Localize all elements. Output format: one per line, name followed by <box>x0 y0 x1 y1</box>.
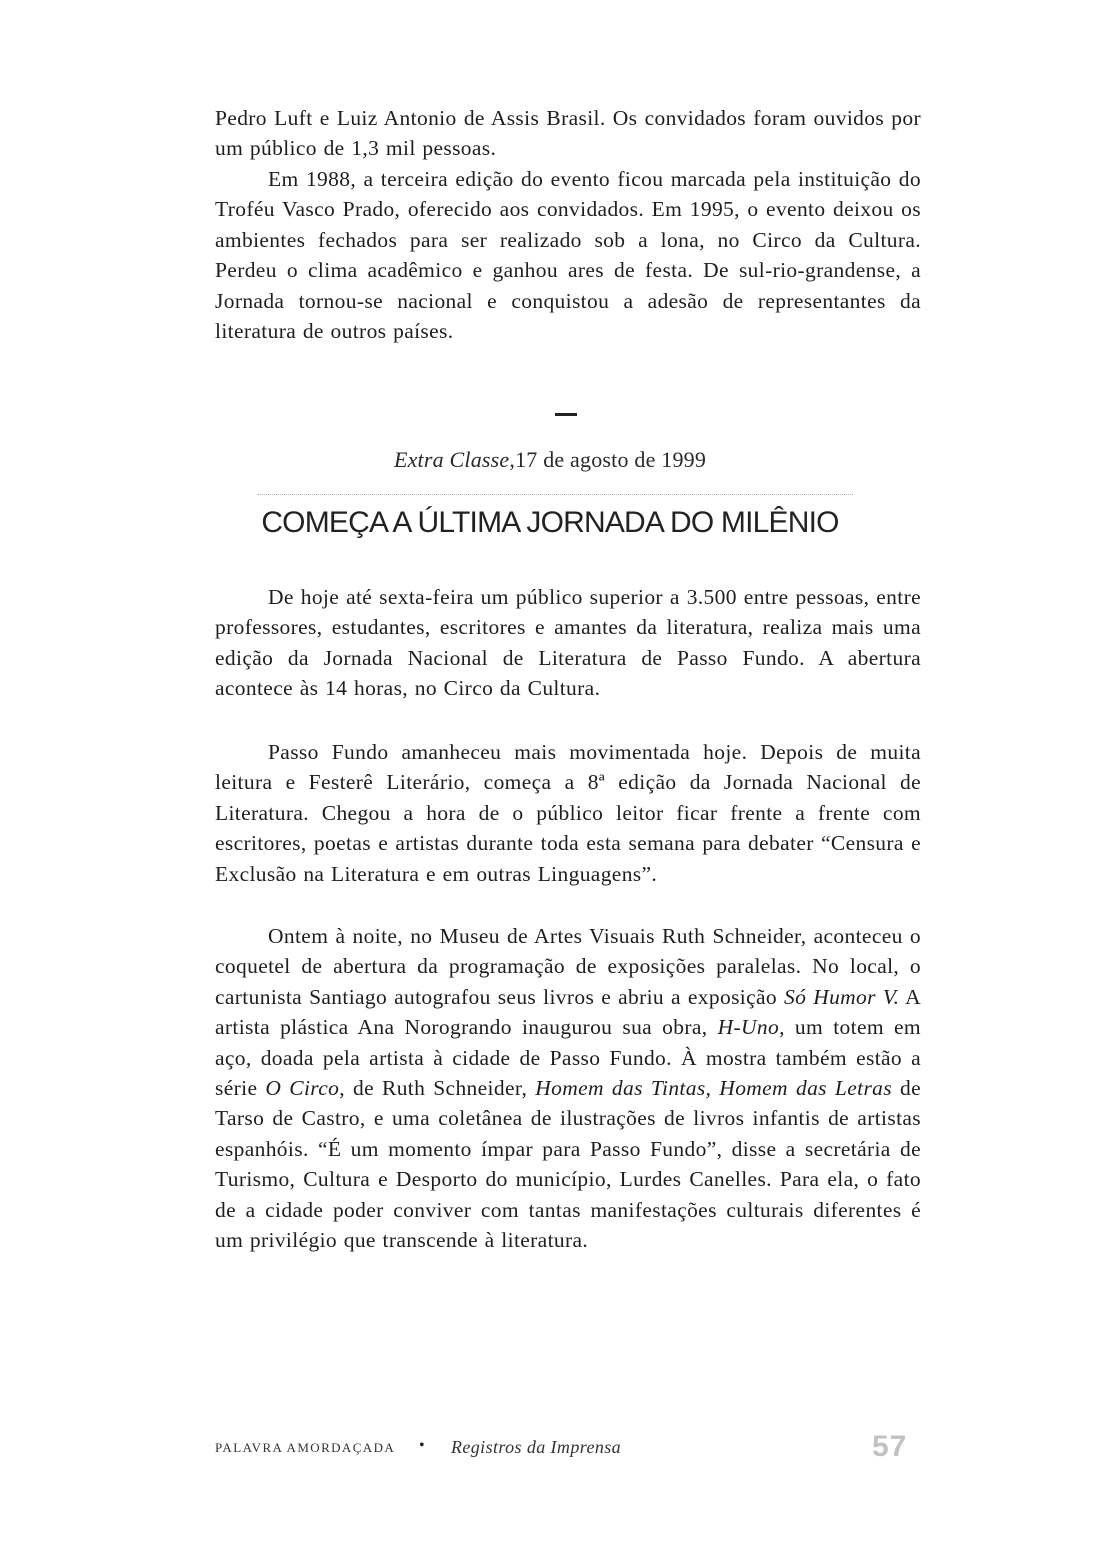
work-title: Só Humor V. <box>784 984 900 1009</box>
paragraph-passo-fundo: Passo Fundo amanheceu mais movimentada hoje. Depois de muita leitura e Festerê Literário, começa a 8ª edição da Jornada Nacional de Literatura. Chegou a hora de o público leitor ficar frente a frente com escritores, poetas e artistas durante toda esta semana para debater “Censura e Exclusão na Literatura e em outras Linguagens”. <box>215 740 921 886</box>
work-title: Homem das Tintas, Homem das Letras <box>535 1076 892 1101</box>
footer-section-title: Registros da Imprensa <box>451 1437 622 1457</box>
paragraph-opening: De hoje até sexta-feira um público superior a 3.500 entre pessoas, entre professores, estudantes, escritores e amantes da literatura, realiza mais uma edição da Jornada Nacional de Literatura de Passo Fundo. A abertura acontece às 14 horas, no Circo da Cultura. <box>215 585 921 701</box>
text-run: A artista plástica Ana Norogrando inaugurou sua obra, <box>215 984 921 1040</box>
article-dateline <box>0 447 1100 473</box>
footer-book-title: PALAVRA AMORDAÇADA <box>215 1440 396 1455</box>
publication-date: ,17 de agosto de 1999 <box>509 447 707 472</box>
text-run: Ontem à noite, no Museu de Artes Visuais Ruth Schneider, aconteceu o coquetel de abertura da programação de exposições paralelas. No local, o cartunista Santiago autografou seus livros e abriu a exposição <box>215 924 921 1009</box>
page-number: 57 <box>872 1430 908 1463</box>
paragraph-exhibitions <box>215 921 921 1255</box>
text-run: de Tarso de Castro, e uma coletânea de ilustrações de livros infantis de artistas espanhóis. “É um momento ímpar para Passo Fundo”, disse a secretária de Turismo, Cultura e Desporto do município, Lurdes Canelles. Para ela, o fato de a cidade poder conviver com tantas manifestações culturais diferentes é um privilégio que transcende à literatura. <box>215 1076 922 1253</box>
page-footer <box>0 1430 1100 1470</box>
text-run: um totem em aço, doada pela artista à cidade de Passo Fundo. À mostra também estão a série <box>215 1015 921 1101</box>
article-headline: COMEÇA A ÚLTIMA JORNADA DO MILÊNIO <box>261 506 839 539</box>
headline-rule <box>257 494 853 495</box>
text-run: , de Ruth Schneider, <box>339 1076 536 1101</box>
section-separator <box>555 413 577 416</box>
paragraph-continuation: Pedro Luft e Luiz Antonio de Assis Brasil. Os convidados foram ouvidos por um público de 1,3 mil pessoas. <box>215 106 921 161</box>
paragraph-1988-history: Em 1988, a terceira edição do evento ficou marcada pela instituição do Troféu Vasco Prado, oferecido aos convidados. Em 1995, o evento deixou os ambientes fechados para ser realizado sob a lona, no Circo da Cultura. Perdeu o clima acadêmico e ganhou ares de festa. De sul-rio-grandense, a Jornada tornou-se nacional e conquistou a adesão de representantes da literatura de outros países. <box>215 167 921 344</box>
work-title: H-Uno, <box>717 1015 785 1040</box>
footer-bullet: • <box>419 1437 425 1454</box>
publication-name: Extra Classe <box>393 447 510 472</box>
work-title: O Circo <box>265 1076 340 1101</box>
